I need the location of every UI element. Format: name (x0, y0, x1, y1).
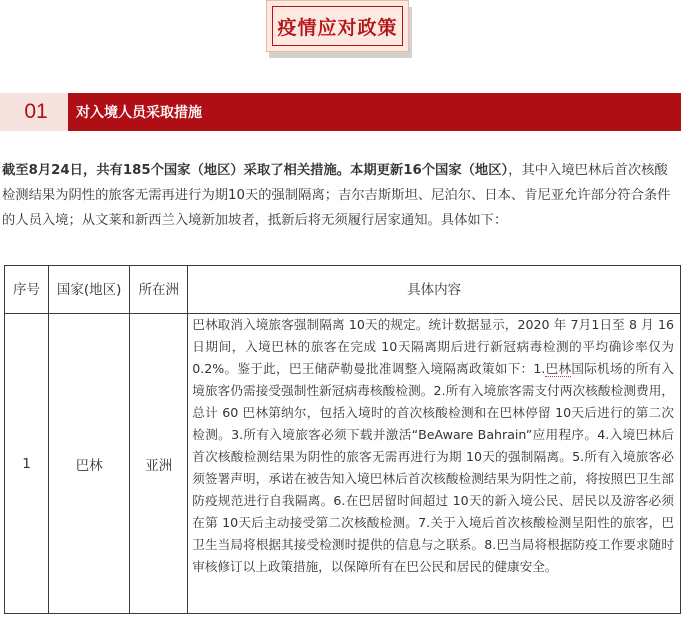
table-header-row (5, 266, 681, 314)
table-row (5, 314, 681, 614)
page-title-badge (266, 0, 412, 58)
title-badge-frame (272, 6, 403, 46)
cell-seq: 1 (5, 314, 49, 614)
content-part: 国际机场的所有入境旅客仍需接受强制性新冠病毒核酸检测。2.所有入境旅客需支付两次核酸检测费用，总计 60 巴林第纳尔，包括入境时的首次核酸检测和在巴林停留 10天后进行的第二次检测。3.所有入境旅客必须下载并激活“BeAware Bahrain”应用程序。4.入境巴林后首次核酸检测结果为阴性的旅客无需再进行为期 10天的强制隔离。5.所有入境旅客必须签署声明，承诺在被告知入境巴林后首次核酸检测结果为阴性之前，将按照巴卫生部防疫规范进行自我隔离。6.在巴居留时间超过 10天的新入境公民、居民以及游客必须在第 10天后主动接受第二次核酸检测。7.关于入境后首次核酸检测呈阳性的旅客，巴卫生当局将根据其接受检测时提供的信息与之联系。8.巴当局将根据防疫工作要求随时审核修订以上政策措施，以保障所有在巴公民和居民的健康安全。 (192, 361, 675, 574)
intro-bold-summary: 截至8月24日，共有185个国家（地区）采取了相关措施。本期更新16个国家（地区） (2, 163, 509, 178)
page-title: 疫情应对政策 (277, 16, 398, 39)
section-number: 01 (0, 93, 68, 131)
cell-country: 巴林 (49, 314, 130, 614)
section-title: 对入境人员采取措施 (76, 105, 202, 121)
title-badge-box (266, 0, 409, 52)
policy-table (4, 265, 681, 614)
content-part: 巴林取消入境旅客强制隔离 10天的规定。统计数据显示，2020 年 7月1日至 8 月 16日期间，入境巴林的旅客在完成 10天隔离期后进行新冠病毒检测的平均确诊率仅为 0.2%。鉴于此，巴王储萨勒曼批准调整入境隔离政策如下：1. (192, 317, 674, 376)
section-header-bar (0, 93, 681, 131)
header-seq: 序号 (5, 266, 49, 314)
intro-detail-text: ，其中入境巴林后首次核酸检测结果为阴性的旅客无需再进行为期10天的强制隔离；吉尔吉斯斯坦、尼泊尔、日本、肯尼亚允许部分符合条件的人员入境；从文莱和新西兰入境新加坡者，抵新后将无须履行居家通知。具体如下： (2, 163, 671, 228)
content-highlight: 巴林 (545, 361, 572, 376)
cell-content (188, 314, 681, 614)
header-country: 国家(地区) (49, 266, 130, 314)
cell-continent: 亚洲 (130, 314, 188, 614)
header-content: 具体内容 (188, 266, 681, 314)
header-continent: 所在洲 (130, 266, 188, 314)
intro-paragraph (2, 158, 681, 233)
